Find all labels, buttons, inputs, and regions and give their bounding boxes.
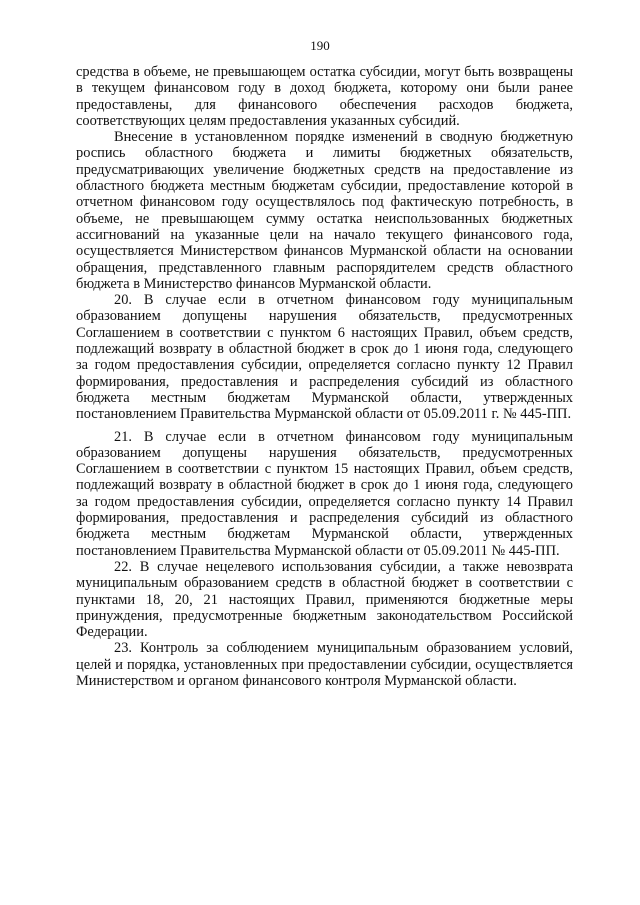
document-body <box>76 64 573 689</box>
paragraph-budget-changes: Внесение в установленном порядке изменений в сводную бюджетную роспись областного бюджета и лимиты бюджетных обязательств, предусматривающих увеличение бюджетных средств на предоставление из областного бюджета местным бюджетам субсидии, предоставление которой в отчетном финансовом году осуществлялось под фактическую потребность, в объеме, не превышающем сумму остатка неиспользованных бюджетных ассигнований на указанные цели на начало текущего финансового года, осуществляется Министерством финансов Мурманской области на основании обращения, представленного главным распорядителем средств областного бюджета в Министерство финансов Мурманской области. <box>76 129 573 292</box>
paragraph-item-20: 20. В случае если в отчетном финансовом году муниципальным образованием допущены нарушения обязательств, предусмотренных Соглашением в соответствии с пунктом 6 настоящих Правил, объем средств, подлежащий возврату в областной бюджет в срок до 1 июня года, следующего за годом предоставления субсидии, определяется согласно пункту 12 Правил формирования, предоставления и распределения субсидий из областного бюджета местным бюджетам Мурманской области, утвержденных постановлением Правительства Мурманской области от 05.09.2011 г. № 445-ПП. <box>76 292 573 423</box>
paragraph-item-23: 23. Контроль за соблюдением муниципальным образованием условий, целей и порядка, установленных при предоставлении субсидии, осуществляется Министерством и органом финансового контроля Мурманской области. <box>76 640 573 689</box>
paragraph-item-21: 21. В случае если в отчетном финансовом году муниципальным образованием допущены нарушения обязательств, предусмотренных Соглашением в соответствии с пунктом 15 настоящих Правил, объем средств, подлежащий возврату в областной бюджет в срок до 1 июня года, следующего за годом предоставления субсидии, определяется согласно пункту 14 Правил формирования, предоставления и распределения субсидий из областного бюджета местным бюджетам Мурманской области, утвержденных постановлением Правительства Мурманской области от 05.09.2011 № 445-ПП. <box>76 428 573 559</box>
paragraph-continuation: средства в объеме, не превышающем остатка субсидии, могут быть возвращены в текущем финансовом году в доход бюджета, которому они были ранее предоставлены, для финансового обеспечения расходов бюджета, соответствующих целям предоставления указанных субсидий. <box>76 64 573 129</box>
page-number: 190 <box>310 38 330 53</box>
paragraph-item-22: 22. В случае нецелевого использования субсидии, а также невозврата муниципальным образованием средств в областной бюджет в соответствии с пунктами 18, 20, 21 настоящих Правил, применяются бюджетные меры принуждения, предусмотренные бюджетным законодательством Российской Федерации. <box>76 558 573 641</box>
